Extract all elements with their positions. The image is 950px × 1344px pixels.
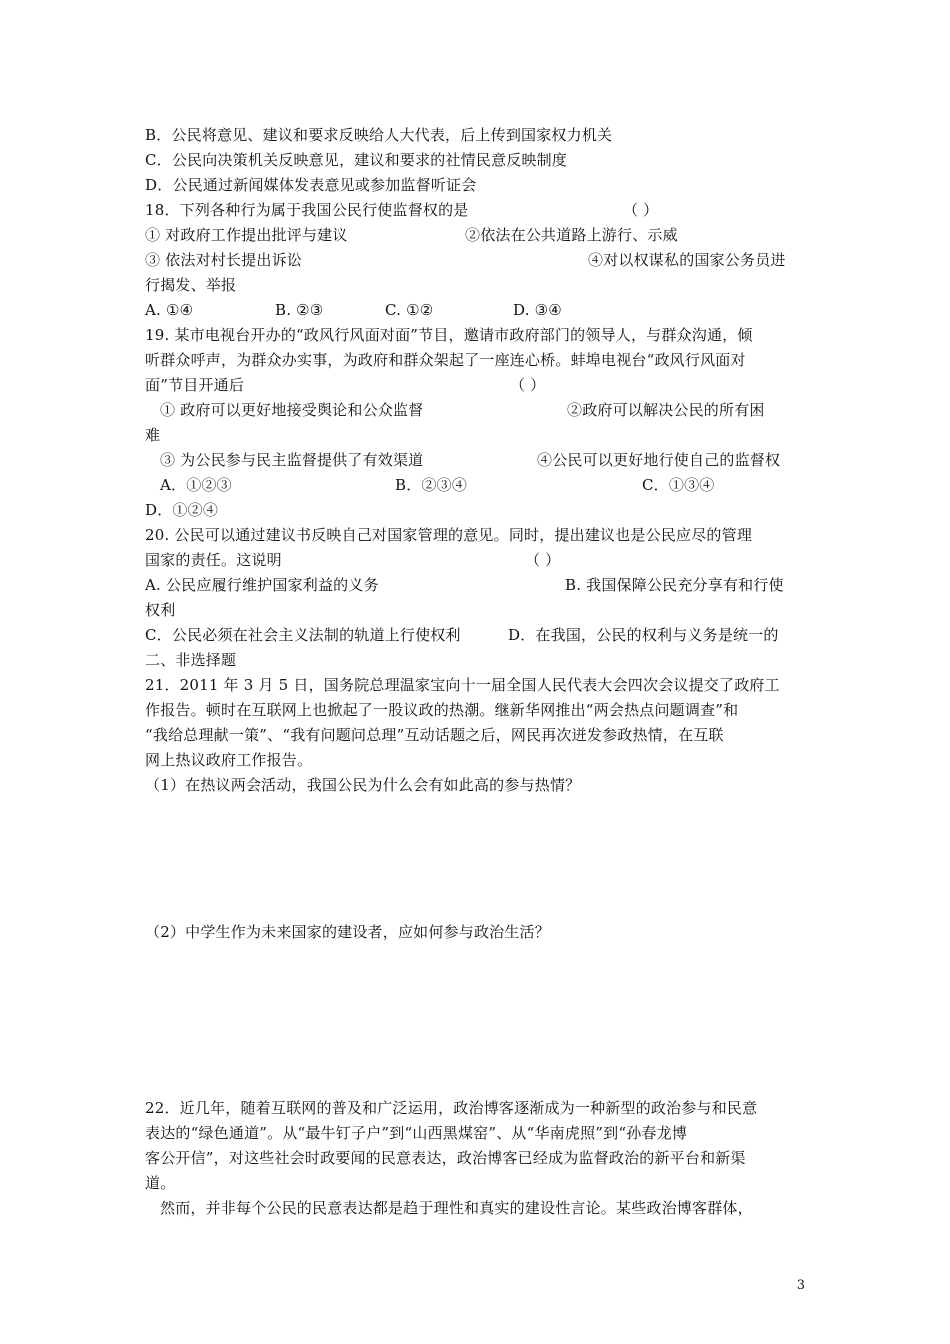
q19-choice-a: A．①②③ [160, 476, 232, 494]
q17-option-b: B．公民将意见、建议和要求反映给人大代表，后上传到国家权力机关 [145, 126, 613, 144]
q18-choice-c: C. ①② [385, 301, 434, 319]
q18-option-4-cont: 行揭发、举报 [145, 276, 237, 294]
q19-option-3: ③ 为公民参与民主监督提供了有效渠道 [160, 451, 424, 469]
q21-stem-3: “我给总理献一策”、“我有问题问总理”互动话题之后，网民再次迸发参政热情，在互联 [145, 726, 724, 744]
q19-stem-3-text: 面”节目开通后 [145, 376, 245, 394]
q20-stem-2 [145, 548, 810, 573]
q21-subquestion-1: （1）在热议两会活动，我国公民为什么会有如此高的参与热情？ [145, 776, 581, 794]
section-heading: 二、非选择题 [145, 651, 237, 669]
q21-stem-4: 网上热议政府工作报告。 [145, 751, 313, 769]
q19-choice-d: D．①②④ [145, 501, 219, 519]
q19-stem-3 [145, 373, 810, 398]
q19-choice-b: B．②③④ [395, 476, 468, 494]
page-number: 3 [796, 1278, 805, 1293]
q19-choice-c: C．①③④ [642, 476, 715, 494]
q17-option-c: C．公民向决策机关反映意见，建议和要求的社情民意反映制度 [145, 151, 568, 169]
q20-options-row2 [145, 623, 810, 648]
q18-option-2: ②依法在公共道路上游行、示威 [465, 226, 678, 244]
q18-choices [145, 298, 810, 323]
q20-option-d: D．在我国，公民的权利与义务是统一的 [508, 626, 779, 644]
q19-option-1: ① 政府可以更好地接受舆论和公众监督 [160, 401, 424, 419]
q22-stem-1: 22．近几年，随着互联网的普及和广泛运用，政治博客逐渐成为一种新型的政治参与和民意 [145, 1099, 758, 1117]
q17-option-d: D．公民通过新闻媒体发表意见或参加监督听证会 [145, 176, 477, 194]
q18-answer-paren: （ ） [623, 201, 659, 219]
q19-answer-paren: （ ） [510, 376, 546, 394]
q18-choice-d: D. ③④ [513, 301, 562, 319]
q18-options-row2 [145, 248, 810, 273]
q20-option-c: C．公民必须在社会主义法制的轨道上行使权利 [145, 626, 461, 644]
q19-options-row2 [145, 448, 810, 473]
q19-choices-row1 [145, 473, 810, 498]
q20-answer-paren: （ ） [525, 551, 561, 569]
q20-options-row1 [145, 573, 810, 598]
q18-stem [145, 198, 810, 223]
q20-option-a: A. 公民应履行维护国家利益的义务 [145, 576, 379, 594]
q18-option-4: ④对以权谋私的国家公务员进 [588, 251, 786, 269]
q19-stem-1: 19. 某市电视台开办的“政风行风面对面”节目，邀请市政府部门的领导人，与群众沟通，倾 [145, 326, 753, 344]
q18-option-3: ③ 依法对村长提出诉讼 [145, 251, 302, 269]
q18-stem-text: 18．下列各种行为属于我国公民行使监督权的是 [145, 201, 469, 219]
q22-stem-5: 然而，并非每个公民的民意表达都是趋于理性和真实的建设性言论。某些政治博客群体， [160, 1199, 753, 1217]
q21-stem-2: 作报告。顿时在互联网上也掀起了一股议政的热潮。继新华网推出“两会热点问题调查”和 [145, 701, 739, 719]
q22-stem-4: 道。 [145, 1174, 176, 1192]
q18-option-1: ① 对政府工作提出批评与建议 [145, 226, 348, 244]
q22-stem-3: 客公开信”，对这些社会时政要闻的民意表达，政治博客已经成为监督政治的新平台和新渠 [145, 1149, 746, 1167]
q18-choice-b: B. ②③ [275, 301, 324, 319]
q20-option-b-cont: 权利 [145, 601, 176, 619]
q19-option-2-cont: 难 [145, 426, 161, 444]
q19-options-row1 [145, 398, 810, 423]
q19-stem-2: 听群众呼声，为群众办实事，为政府和群众架起了一座连心桥。蚌埠电视台“政风行风面对 [145, 351, 746, 369]
q21-stem-1: 21．2011 年 3 月 5 日，国务院总理温家宝向十一届全国人民代表大会四次会议提交了政府工 [145, 676, 780, 694]
q18-options-row1 [145, 223, 810, 248]
q20-stem-2-text: 国家的责任。这说明 [145, 551, 282, 569]
q18-choice-a: A. ①④ [145, 301, 194, 319]
q19-option-2: ②政府可以解决公民的所有困 [567, 401, 765, 419]
q22-stem-2: 表达的“绿色通道”。从“最牛钉子户”到“山西黑煤窑”、从“华南虎照”到“孙春龙博 [145, 1124, 688, 1142]
q20-stem-1: 20. 公民可以通过建议书反映自己对国家管理的意见。同时，提出建议也是公民应尽的管理 [145, 526, 753, 544]
q19-option-4: ④公民可以更好地行使自己的监督权 [537, 451, 781, 469]
q21-subquestion-2: （2）中学生作为未来国家的建设者，应如何参与政治生活？ [145, 923, 550, 941]
q20-option-b: B. 我国保障公民充分享有和行使 [565, 576, 784, 594]
